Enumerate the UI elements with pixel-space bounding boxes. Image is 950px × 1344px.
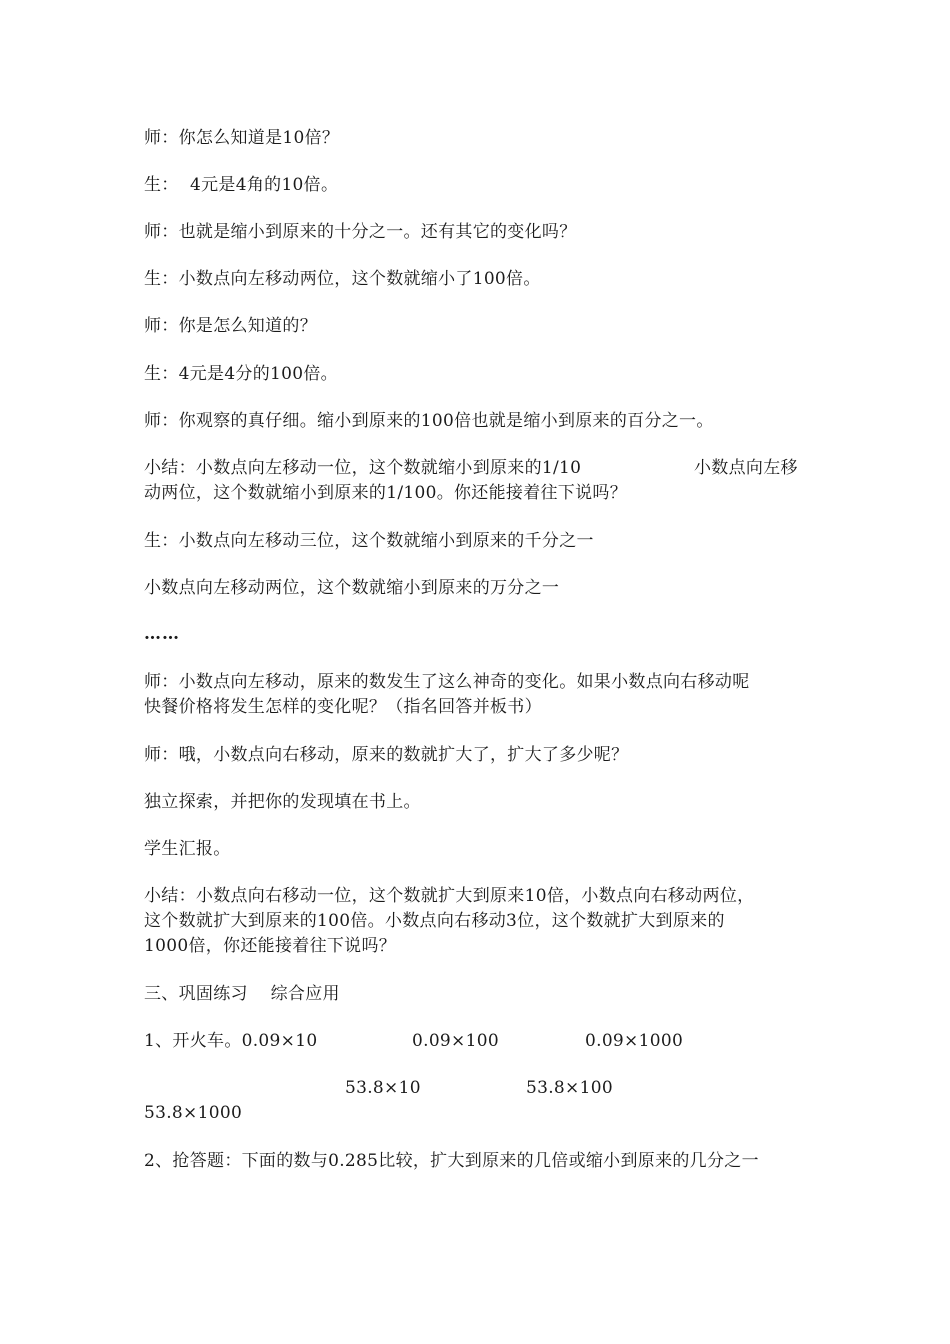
text-line: 1000倍，你还能接着往下说吗？ <box>144 936 397 956</box>
summary-line-2: 动两位，这个数就缩小到原来的1/100。你还能接着往下说吗？ <box>144 483 627 503</box>
text-line: 快餐价格将发生怎样的变化呢？（指名回答并板书） <box>144 697 542 717</box>
text-line: 师：小数点向左移动，原来的数发生了这么神奇的变化。如果小数点向右移动呢 <box>144 672 750 692</box>
exercise-item: 53.8×10 <box>345 1078 421 1098</box>
text-line: 小结：小数点向右移动一位，这个数就扩大到原来10倍，小数点向右移动两位， <box>144 886 755 906</box>
text-line: 小数点向左移动两位，这个数就缩小到原来的万分之一 <box>144 578 560 598</box>
text-line: 这个数就扩大到原来的100倍。小数点向右移动3位，这个数就扩大到原来的 <box>144 911 725 931</box>
dialogue-teacher: 师：你怎么知道是10倍？ <box>144 128 340 148</box>
ellipsis: …… <box>144 624 180 644</box>
instruction-line: 独立探索，并把你的发现填在书上。 <box>144 792 421 812</box>
dialogue-teacher: 师：你观察的真仔细。缩小到原来的100倍也就是缩小到原来的百分之一。 <box>144 411 714 431</box>
exercise-item: 1、开火车。0.09×10 <box>144 1031 318 1051</box>
summary-line-1b: 小数点向左移 <box>694 458 798 478</box>
summary-line-1a: 小结：小数点向左移动一位，这个数就缩小到原来的1/10 <box>144 458 582 478</box>
exercise-2: 2、抢答题：下面的数与0.285比较，扩大到原来的几倍或缩小到原来的几分之一 <box>144 1151 759 1171</box>
exercise-item: 53.8×1000 <box>144 1103 243 1123</box>
exercise-item: 53.8×100 <box>526 1078 613 1098</box>
exercise-item: 0.09×1000 <box>585 1031 684 1051</box>
section-heading: 三、巩固练习 综合应用 <box>144 984 340 1004</box>
dialogue-teacher: 师：哦，小数点向右移动，原来的数就扩大了，扩大了多少呢？ <box>144 745 629 765</box>
dialogue-student: 生：4元是4分的100倍。 <box>144 364 338 384</box>
exercise-item: 0.09×100 <box>412 1031 499 1051</box>
dialogue-student: 生：小数点向左移动两位，这个数就缩小了100倍。 <box>144 269 541 289</box>
dialogue-teacher: 师：也就是缩小到原来的十分之一。还有其它的变化吗？ <box>144 222 577 242</box>
dialogue-student: 生： 4元是4角的10倍。 <box>144 175 339 195</box>
instruction-line: 学生汇报。 <box>144 839 231 859</box>
dialogue-student: 生：小数点向左移动三位，这个数就缩小到原来的千分之一 <box>144 531 594 551</box>
dialogue-teacher: 师：你是怎么知道的？ <box>144 316 317 336</box>
